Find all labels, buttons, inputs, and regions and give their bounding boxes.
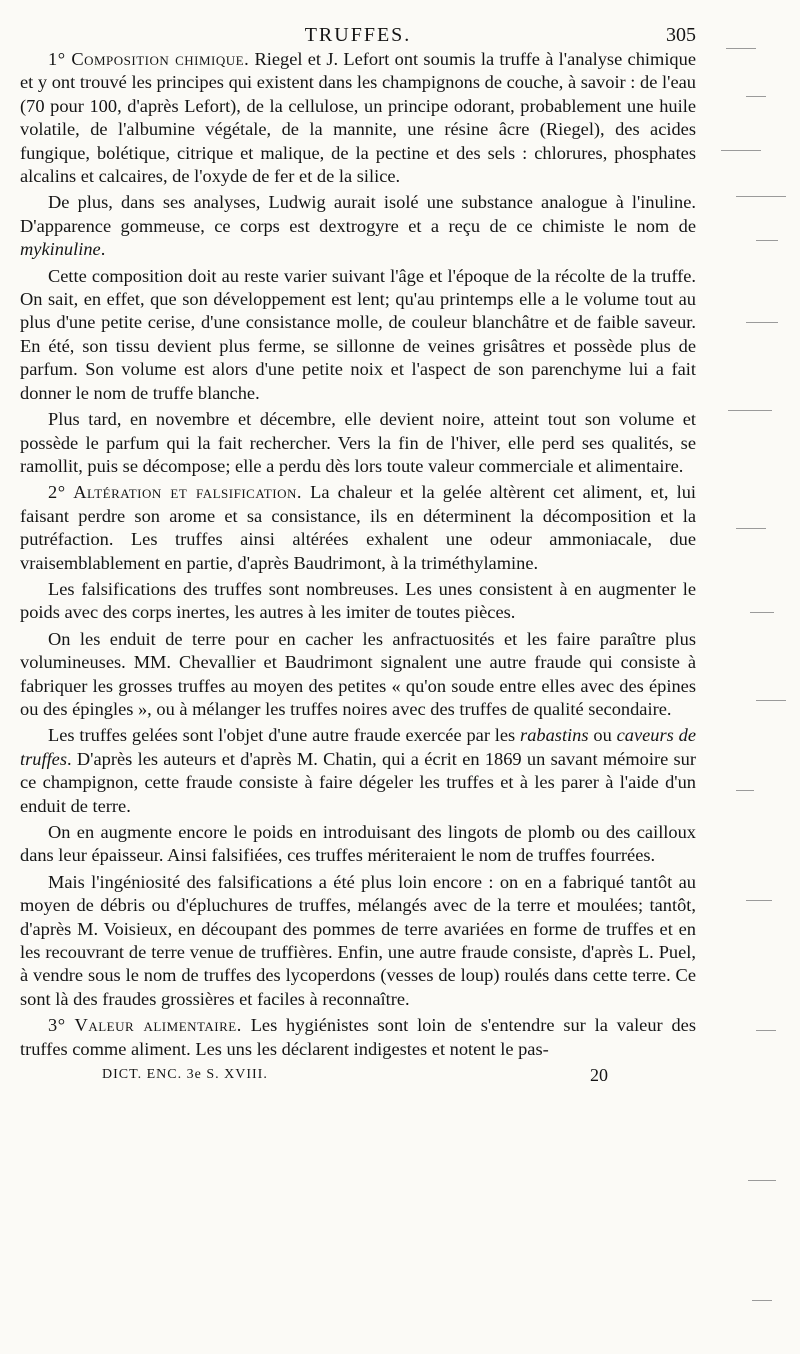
paragraph-falsifications: Les falsifications des truffes sont nombreuses. Les unes consistent à en augmenter le poids avec des corps inertes, les autres à les imiter de toutes pièces.	[20, 578, 696, 623]
paragraph-lingots: On en augmente encore le poids en introduisant des lingots de plomb ou des cailloux dans leur épaisseur. Ainsi falsifiées, ces truffes mériteraient le nom de truffes fourrées.	[20, 822, 696, 866]
paragraph-text: Les hygiénistes sont loin de s'entendre sur la valeur des truffes comme aliment. Les uns les déclarent indigestes et notent le pas-	[20, 1015, 697, 1059]
paragraph-text: La chaleur et la gelée altèrent cet aliment, et, lui faisant perdre son arome et sa consistance, ils en déterminent la décomposition et la putréfaction. Les truffes ainsi altérées exhalent une odeur ammoniacale, due vraisemblablement en partie, d'après Baudrimont, à la triméthylamine.	[20, 482, 696, 573]
term-rabastins: rabastins	[520, 725, 589, 746]
term-mykinuline: mykinuline	[20, 239, 101, 260]
section-heading-composition: 1° Composition chimique.	[48, 49, 250, 69]
paragraph-ludwig	[20, 191, 696, 261]
paragraph-truffes-gelees	[20, 724, 696, 818]
running-title: TRUFFES.	[304, 24, 412, 46]
paragraph-text: De plus, dans ses analyses, Ludwig aurait isolé une substance analogue à l'inuline. D'apparence gommeuse, ce corps est dextrogyre et a reçu de ce chimiste le nom de	[20, 192, 696, 236]
paragraph-novembre: Plus tard, en novembre et décembre, elle devient noire, atteint tout son volume et possède le parfum qui la fait rechercher. Vers la fin de l'hiver, elle perd ses qualités, se ramollit, puis se décompose; elle a perdu dès lors toute valeur commerciale et alimentaire.	[20, 409, 696, 476]
sheet-number: 20	[590, 1065, 608, 1086]
running-head	[20, 20, 696, 48]
paragraph-ingeniosite: Mais l'ingéniosité des falsifications a été plus loin encore : on en a fabriqué tantôt au moyen de débris ou d'épluchures de truffes, mélangés avec de la terre et moulées; tantôt, d'après M. Voisieux, en découpant des pommes de terre avariées en forme de truffes et en les recouvrant de terre venue de truffières. Enfin, une autre fraude consiste, d'après L. Puel, à vendre sous le nom de truffes des lycoperdons (vesses de loup) roulés dans cette terre. Ce sont là des fraudes grossières et faciles à reconnaître.	[20, 871, 696, 1009]
signature-mark: DICT. ENC. 3e S. XVIII.	[102, 1067, 268, 1083]
page-footer	[20, 1065, 696, 1093]
paragraph-text: ou	[588, 725, 617, 746]
paragraph-enduit-terre: On les enduit de terre pour en cacher les anfractuosités et les faire paraître plus volumineuses. MM. Chevallier et Baudrimont signalent une autre fraude qui consiste à fabriquer les grosses truffes au moyen des petites « qu'on soude entre elles avec des épines ou des épingles », ou à mélanger les truffes noires avec des truffes de qualité secondaire.	[20, 628, 696, 719]
body-text	[20, 48, 696, 1061]
paragraph-valeur	[20, 1014, 696, 1061]
paragraph-text: . D'après les auteurs et d'après M. Chatin, qui a écrit en 1869 un savant mémoire sur ce champignon, cette fraude consiste à faire dégeler les truffes et à les parer à l'aide d'un enduit de terre.	[20, 748, 696, 816]
section-heading-valeur: 3° Valeur alimentaire.	[48, 1015, 242, 1036]
paragraph-text: .	[100, 239, 106, 260]
book-page	[20, 20, 696, 1093]
section-heading-alteration: 2° Altération et falsification.	[48, 482, 302, 503]
paragraph-composition-chimique	[20, 48, 696, 188]
paragraph-alteration	[20, 481, 696, 575]
page-number: 305	[666, 24, 696, 46]
margin-bleed-through	[716, 0, 800, 1354]
paragraph-age-recolte: Cette composition doit au reste varier suivant l'âge et l'époque de la récolte de la truffe. On sait, en effet, que son développement est lent; qu'au printemps elle a le volume tout au plus d'une petite cerise, d'une consistance molle, de couleur blanchâtre et de faible saveur. En été, son tissu devient plus ferme, se sillonne de veines grisâtres et possède plus de parfum. Son volume est alors d'une petite noix et l'aspect de son parenchyme lui a fait donner le nom de truffe blanche.	[20, 265, 696, 403]
paragraph-text: Riegel et J. Lefort ont soumis la truffe à l'analyse chimique et y ont trouvé les principes qui existent dans les champignons de couche, à savoir : de l'eau (70 pour 100, d'après Lefort), de la cellulose, un principe odorant, probablement une huile volatile, de l'albumine végétale, de la mannite, une résine âcre (Riegel), des acides fungique, bolétique, citrique et malique, de la pectine et des sels : chlorures, phosphates alcalins et calcaires, de l'oxyde de fer et de la silice.	[20, 49, 696, 187]
term-caveurs: caveurs de truffes	[20, 725, 696, 769]
paragraph-text: Les truffes gelées sont l'objet d'une autre fraude exercée par les	[48, 725, 521, 746]
